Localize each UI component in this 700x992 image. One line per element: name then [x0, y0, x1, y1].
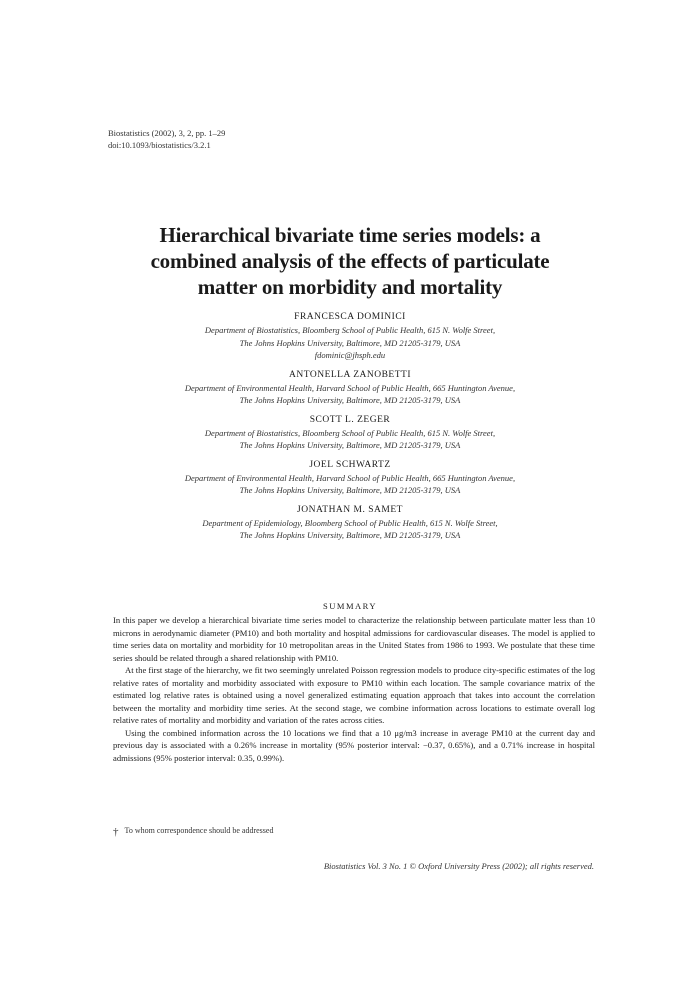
author-name: JONATHAN M. SAMET [297, 504, 403, 515]
footnote-text: To whom correspondence should be addressed [124, 826, 274, 835]
author-block [110, 458, 590, 497]
dagger-icon: † [113, 826, 119, 838]
author-affiliation: The Johns Hopkins University, Baltimore, MD 21205-3179, USA [239, 530, 461, 540]
author-affiliation: Department of Biostatistics, Bloomberg School of Public Health, 615 N. Wolfe Street, [204, 427, 496, 438]
author-affiliation: Department of Biostatistics, Bloomberg School of Public Health, 615 N. Wolfe Street, [204, 325, 496, 335]
summary-body [113, 614, 595, 764]
doi-line: doi:10.1093/biostatistics/3.2.1 [108, 140, 211, 150]
author-email[interactable]: fdominic@jhsph.edu [314, 350, 386, 360]
author-affiliation: The Johns Hopkins University, Baltimore, MD 21205-3179, USA [239, 440, 461, 450]
author-block [110, 413, 590, 452]
title-line: combined analysis of the effects of particulate [150, 249, 550, 273]
author-block [110, 368, 590, 407]
footnote [113, 826, 273, 838]
title-line: matter on morbidity and mortality [197, 275, 503, 299]
author-affiliation: Department of Epidemiology, Bloomberg School of Public Health, 615 N. Wolfe Street, [202, 517, 498, 528]
paper-title [90, 222, 610, 300]
summary-heading: SUMMARY [323, 601, 377, 611]
author-affiliation: The Johns Hopkins University, Baltimore, MD 21205-3179, USA [239, 395, 461, 405]
author-affiliation: The Johns Hopkins University, Baltimore, MD 21205-3179, USA [239, 485, 461, 495]
author-affiliation: Department of Environmental Health, Harvard School of Public Health, 665 Huntington Avenue, [184, 472, 516, 483]
author-block [110, 503, 590, 542]
summary-paragraph: At the first stage of the hierarchy, we fit two seemingly unrelated Poisson regression models to produce city-specific estimates of the log relative rates of mortality and morbidity associated with exposure to PM10 within each location. The sample covariance matrix of the estimated log relative rates is obtained using a novel generalized estimating equation approach that takes into account the correlation between the mortality and morbidity time series. At the second stage, we combine information across locations to estimate overall log relative rates of mortality and morbidity and variation of the rates across cities. [113, 665, 595, 725]
author-block [110, 310, 590, 362]
author-name: JOEL SCHWARTZ [309, 459, 391, 470]
summary-paragraph: In this paper we develop a hierarchical bivariate time series model to characterize the relationship between particulate matter less than 10 microns in aerodynamic diameter (PM10) and both mortality and hospital admissions for cardiovascular diseases. The model is applied to time series data on mortality and morbidity for 10 metropolitan areas in the United States from 1986 to 1993. We postulate that these time series should be related through a shared relationship with PM10. [113, 615, 595, 663]
journal-header [108, 127, 225, 151]
author-name: ANTONELLA ZANOBETTI [289, 369, 411, 380]
title-line: Hierarchical bivariate time series models: a [159, 223, 541, 247]
author-list [110, 310, 590, 548]
journal-citation: Biostatistics (2002), 3, 2, pp. 1–29 [108, 128, 226, 138]
copyright-footer: Biostatistics Vol. 3 No. 1 © Oxford University Press (2002); all rights reserved. [323, 861, 594, 871]
author-name: FRANCESCA DOMINICI [294, 312, 406, 322]
author-affiliation: Department of Environmental Health, Harvard School of Public Health, 665 Huntington Avenue, [184, 382, 516, 393]
author-name: SCOTT L. ZEGER [309, 414, 391, 425]
summary-paragraph: Using the combined information across the 10 locations we find that a 10 μg/m3 increase in average PM10 at the current day and previous day is associated with a 0.26% increase in mortality (95% posterior interval: −0.37, 0.65%), and a 0.71% increase in hospital admissions (95% posterior interval: 0.35, 0.99%). [113, 727, 595, 763]
author-affiliation: The Johns Hopkins University, Baltimore, MD 21205-3179, USA [239, 337, 461, 348]
